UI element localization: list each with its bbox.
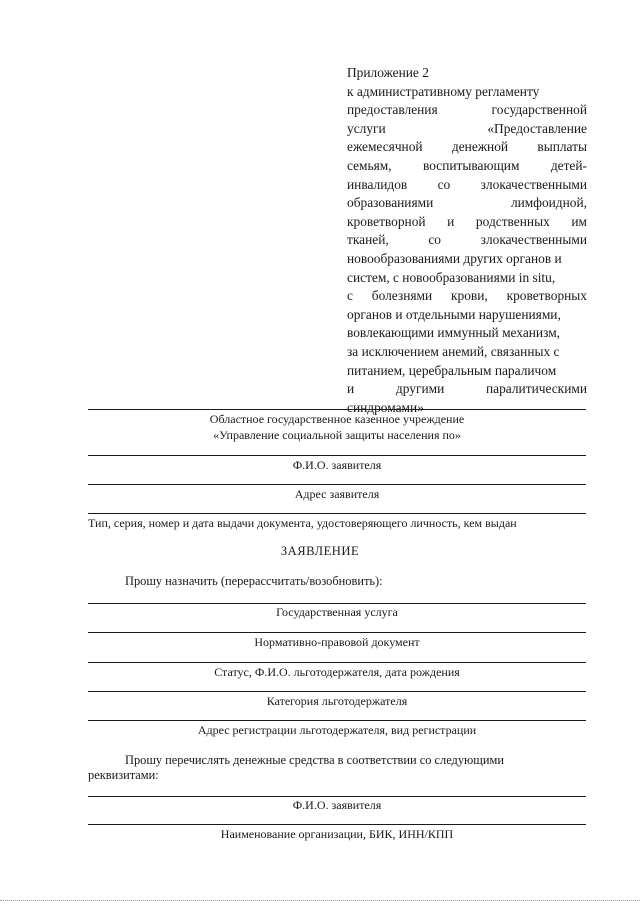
appendix-line: синдромами» — [347, 399, 424, 415]
legal-document-field[interactable] — [88, 632, 586, 633]
statement-title: ЗАЯВЛЕНИЕ — [280, 544, 360, 558]
beneficiary-caption: Статус, Ф.И.О. льготодержателя, дата рождения — [214, 665, 460, 679]
applicant-name-caption: Ф.И.О. заявителя — [292, 458, 382, 472]
appendix-line: образованиями лимфоидной, — [347, 195, 587, 211]
transfer-applicant-name-caption: Ф.И.О. заявителя — [292, 798, 382, 812]
registration-field[interactable] — [88, 720, 586, 721]
institution-caption: Областное государственное казенное учреждение — [209, 412, 465, 426]
appendix-line: питанием, церебральным параличом — [347, 362, 557, 378]
appendix-line: к административному регламенту — [347, 83, 540, 99]
request-text: Прошу назначить (перерассчитать/возобновить): — [125, 574, 383, 588]
transfer-text: Прошу перечислять денежные средства в соответствии со следующими — [125, 753, 504, 767]
applicant-address-field[interactable] — [88, 484, 586, 485]
institution-caption: «Управление социальной защиты населения по» — [213, 428, 461, 442]
appendix-line: тканей, со злокачественными — [347, 232, 587, 248]
category-field[interactable] — [88, 691, 586, 692]
legal-document-caption: Нормативно-правовой документ — [254, 635, 420, 649]
form-line — [88, 409, 586, 410]
appendix-line: ежемесячной денежной выплаты — [347, 139, 587, 155]
applicant-address-caption: Адрес заявителя — [294, 487, 380, 501]
appendix-block — [347, 64, 587, 417]
appendix-line: предоставления государственной — [347, 102, 587, 118]
transfer-text: реквизитами: — [88, 768, 159, 782]
organization-caption: Наименование организации, БИК, ИНН/КПП — [220, 827, 454, 841]
appendix-line: Приложение 2 — [347, 65, 429, 80]
appendix-line: систем, с новообразованиями in situ, — [347, 269, 556, 285]
appendix-line: услуги «Предоставление — [347, 120, 587, 136]
organization-field[interactable] — [88, 824, 586, 825]
beneficiary-field[interactable] — [88, 662, 586, 663]
service-field[interactable] — [88, 603, 586, 604]
appendix-line: семьям, воспитывающим детей- — [347, 157, 587, 173]
service-caption: Государственная услуга — [276, 605, 398, 619]
appendix-line: инвалидов со злокачественными — [347, 176, 587, 192]
registration-caption: Адрес регистрации льготодержателя, вид регистрации — [197, 723, 477, 737]
appendix-line: органов и отдельными нарушениями, — [347, 306, 561, 322]
applicant-name-field[interactable] — [88, 455, 586, 456]
identity-document-field[interactable] — [88, 513, 586, 514]
appendix-line: и другими паралитическими — [347, 381, 587, 397]
transfer-applicant-name-field[interactable] — [88, 796, 586, 797]
category-caption: Категория льготодержателя — [266, 694, 408, 708]
appendix-line: с болезнями крови, кроветворных — [347, 288, 587, 304]
appendix-line: вовлекающими иммунный механизм, — [347, 325, 561, 341]
appendix-line: кроветворной и родственных им — [347, 213, 587, 229]
appendix-line: новообразованиями других органов и — [347, 250, 562, 266]
appendix-line: за исключением анемий, связанных с — [347, 343, 560, 359]
identity-document-caption: Тип, серия, номер и дата выдачи документа, удостоверяющего личность, кем выдан — [88, 516, 517, 530]
page-edge — [0, 900, 640, 901]
